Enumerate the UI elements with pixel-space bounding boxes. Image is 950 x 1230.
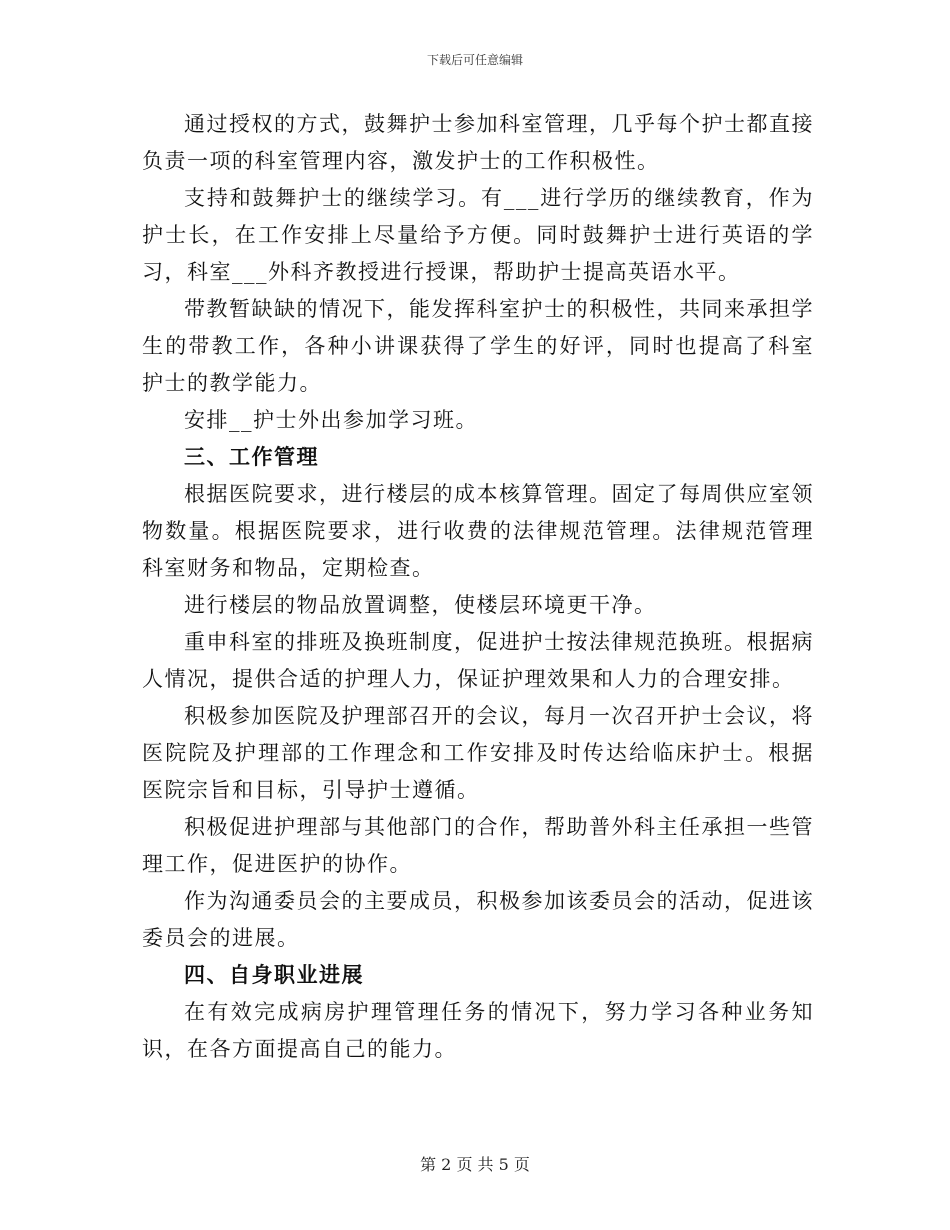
paragraph: 安排__护士外出参加学习班。 <box>184 408 478 432</box>
paragraph: 重申科室的排班及换班制度，促进护士按法律规范换班。根据病人情况，提供合适的护理人力，保证护理效果和人力的合理安排。 <box>142 630 814 691</box>
paragraph: 根据医院要求，进行楼层的成本核算管理。固定了每周供应室领物数量。根据医院要求，进行收费的法律规范管理。法律规范管理科室财务和物品，定期检查。 <box>142 482 814 580</box>
page-header: 下载后可任意编辑 <box>426 53 523 67</box>
document-body <box>142 106 814 1068</box>
page-number: 第 2 页 共 5 页 <box>420 1155 530 1174</box>
section-heading: 四、自身职业进展 <box>184 963 364 987</box>
paragraph: 带教暂缺缺的情况下，能发挥科室护士的积极性，共同来承担学生的带教工作，各种小讲课获得了学生的好评，同时也提高了科室护士的教学能力。 <box>142 297 814 395</box>
section-heading: 三、工作管理 <box>184 445 319 469</box>
paragraph: 积极参加医院及护理部召开的会议，每月一次召开护士会议，将医院院及护理部的工作理念和工作安排及时传达给临床护士。根据医院宗旨和目标，引导护士遵循。 <box>142 704 814 802</box>
paragraph: 在有效完成病房护理管理任务的情况下，努力学习各种业务知识，在各方面提高自己的能力。 <box>142 1000 814 1061</box>
paragraph: 进行楼层的物品放置调整，使楼层环境更干净。 <box>184 593 657 617</box>
paragraph: 通过授权的方式，鼓舞护士参加科室管理，几乎每个护士都直接负责一项的科室管理内容，激发护士的工作积极性。 <box>142 112 814 173</box>
paragraph: 作为沟通委员会的主要成员，积极参加该委员会的活动，促进该委员会的进展。 <box>142 889 814 950</box>
paragraph: 积极促进护理部与其他部门的合作，帮助普外科主任承担一些管理工作，促进医护的协作。 <box>142 815 814 876</box>
paragraph: 支持和鼓舞护士的继续学习。有___进行学历的继续教育，作为护士长，在工作安排上尽量给予方便。同时鼓舞护士进行英语的学习，科室___外科齐教授进行授课，帮助护士提高英语水平。 <box>142 186 814 284</box>
